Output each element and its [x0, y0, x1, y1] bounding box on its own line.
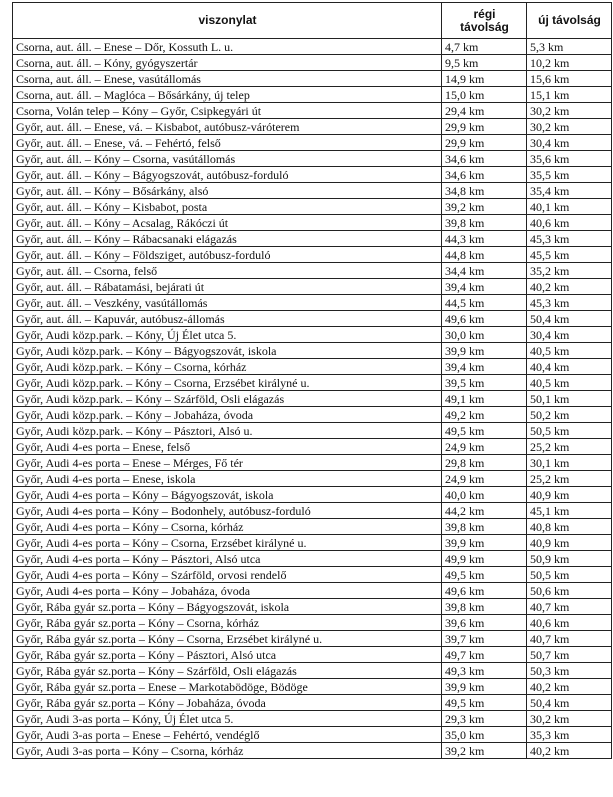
new-distance-cell: 40,7 km — [527, 599, 612, 615]
new-distance-cell: 10,2 km — [527, 55, 612, 71]
old-distance-cell: 49,2 km — [442, 407, 527, 423]
old-distance-cell: 24,9 km — [442, 439, 527, 455]
table-row — [13, 407, 612, 423]
route-cell: Győr, Audi 4-es porta – Enese, iskola — [13, 471, 442, 487]
route-cell: Győr, Audi közp.park. – Kóny – Csorna, Erzsébet királyné u. — [13, 375, 442, 391]
route-cell: Győr, aut. áll. – Rábatamási, bejárati út — [13, 279, 442, 295]
old-distance-cell: 39,6 km — [442, 615, 527, 631]
new-distance-cell: 15,1 km — [527, 87, 612, 103]
new-distance-cell: 40,7 km — [527, 631, 612, 647]
new-distance-cell: 35,4 km — [527, 183, 612, 199]
route-cell: Győr, aut. áll. – Kapuvár, autóbusz-állomás — [13, 311, 442, 327]
new-distance-cell: 40,2 km — [527, 279, 612, 295]
old-distance-cell: 29,3 km — [442, 711, 527, 727]
old-distance-cell: 39,5 km — [442, 375, 527, 391]
new-distance-cell: 30,1 km — [527, 455, 612, 471]
old-distance-cell: 44,3 km — [442, 231, 527, 247]
old-distance-column-header — [442, 3, 527, 39]
header-row — [13, 3, 612, 39]
route-cell: Csorna, aut. áll. – Kóny, gyógyszertár — [13, 55, 442, 71]
route-cell: Győr, Audi 4-es porta – Kóny – Csorna, Erzsébet királyné u. — [13, 535, 442, 551]
new-distance-cell: 40,5 km — [527, 375, 612, 391]
table-row — [13, 455, 612, 471]
new-distance-cell: 35,3 km — [527, 727, 612, 743]
new-distance-cell: 25,2 km — [527, 471, 612, 487]
old-distance-cell: 49,9 km — [442, 551, 527, 567]
table-row — [13, 119, 612, 135]
route-cell: Győr, Rába gyár sz.porta – Enese – Markotabödöge, Bödöge — [13, 679, 442, 695]
route-cell: Csorna, aut. áll. – Maglóca – Bősárkány, új telep — [13, 87, 442, 103]
table-row — [13, 663, 612, 679]
route-cell: Győr, aut. áll. – Kóny – Bősárkány, alsó — [13, 183, 442, 199]
route-cell: Győr, Audi 4-es porta – Kóny – Pásztori, Alsó utca — [13, 551, 442, 567]
table-row — [13, 567, 612, 583]
table-row — [13, 87, 612, 103]
route-cell: Győr, aut. áll. – Kóny – Acsalag, Rákóczi út — [13, 215, 442, 231]
new-distance-cell: 40,2 km — [527, 743, 612, 759]
new-distance-cell: 30,2 km — [527, 103, 612, 119]
old-distance-cell: 39,9 km — [442, 679, 527, 695]
route-cell: Győr, Audi 4-es porta – Kóny – Szárföld, orvosi rendelő — [13, 567, 442, 583]
old-distance-cell: 49,5 km — [442, 567, 527, 583]
route-cell: Győr, Audi 3-as porta – Kóny – Csorna, kórház — [13, 743, 442, 759]
table-row — [13, 727, 612, 743]
table-row — [13, 311, 612, 327]
table-row — [13, 551, 612, 567]
table-row — [13, 295, 612, 311]
table-header — [13, 3, 612, 39]
new-distance-cell: 50,5 km — [527, 423, 612, 439]
route-cell: Győr, aut. áll. – Enese, vá. – Kisbabot, autóbusz-váróterem — [13, 119, 442, 135]
route-cell: Győr, aut. áll. – Kóny – Csorna, vasútállomás — [13, 151, 442, 167]
route-cell: Győr, Audi közp.park. – Kóny – Jobaháza, óvoda — [13, 407, 442, 423]
table-row — [13, 327, 612, 343]
old-distance-cell: 49,6 km — [442, 583, 527, 599]
route-cell: Győr, Audi 4-es porta – Enese, felső — [13, 439, 442, 455]
route-cell: Győr, Audi 3-as porta – Enese – Fehértó, vendéglő — [13, 727, 442, 743]
old-distance-cell: 39,9 km — [442, 535, 527, 551]
table-row — [13, 231, 612, 247]
route-cell: Győr, aut. áll. – Kóny – Kisbabot, posta — [13, 199, 442, 215]
new-distance-cell: 5,3 km — [527, 39, 612, 55]
old-distance-cell: 30,0 km — [442, 327, 527, 343]
table-row — [13, 71, 612, 87]
old-distance-cell: 39,4 km — [442, 279, 527, 295]
route-cell: Győr, Audi 4-es porta – Kóny – Csorna, kórház — [13, 519, 442, 535]
table-row — [13, 503, 612, 519]
table-row — [13, 247, 612, 263]
route-cell: Győr, Rába gyár sz.porta – Kóny – Jobaháza, óvoda — [13, 695, 442, 711]
old-distance-cell: 44,5 km — [442, 295, 527, 311]
route-cell: Győr, Rába gyár sz.porta – Kóny – Csorna, Erzsébet királyné u. — [13, 631, 442, 647]
table-row — [13, 343, 612, 359]
table-row — [13, 423, 612, 439]
route-cell: Győr, Audi közp.park. – Kóny, Új Élet utca 5. — [13, 327, 442, 343]
route-cell: Győr, Audi 4-es porta – Kóny – Bodonhely, autóbusz-forduló — [13, 503, 442, 519]
route-column-header: viszonylat — [13, 3, 442, 39]
route-cell: Győr, Rába gyár sz.porta – Kóny – Pásztori, Alsó utca — [13, 647, 442, 663]
old-distance-header-line1: régi — [473, 6, 496, 21]
old-distance-cell: 49,5 km — [442, 423, 527, 439]
table-row — [13, 391, 612, 407]
route-cell: Győr, Audi 4-es porta – Kóny – Jobaháza, óvoda — [13, 583, 442, 599]
new-distance-cell: 40,9 km — [527, 535, 612, 551]
new-distance-cell: 30,4 km — [527, 135, 612, 151]
table-row — [13, 487, 612, 503]
old-distance-cell: 24,9 km — [442, 471, 527, 487]
old-distance-cell: 29,8 km — [442, 455, 527, 471]
route-cell: Csorna, aut. áll. – Enese – Dőr, Kossuth L. u. — [13, 39, 442, 55]
old-distance-cell: 49,1 km — [442, 391, 527, 407]
old-distance-cell: 39,2 km — [442, 199, 527, 215]
table-row — [13, 679, 612, 695]
old-distance-header-line2: távolság — [460, 19, 509, 34]
new-distance-cell: 15,6 km — [527, 71, 612, 87]
route-cell: Győr, Audi közp.park. – Kóny – Csorna, kórház — [13, 359, 442, 375]
table-row — [13, 199, 612, 215]
table-row — [13, 183, 612, 199]
table-row — [13, 359, 612, 375]
old-distance-cell: 4,7 km — [442, 39, 527, 55]
new-distance-cell: 45,1 km — [527, 503, 612, 519]
old-distance-cell: 39,7 km — [442, 631, 527, 647]
table-row — [13, 167, 612, 183]
old-distance-cell: 39,9 km — [442, 343, 527, 359]
old-distance-cell: 34,4 km — [442, 263, 527, 279]
table-row — [13, 263, 612, 279]
new-distance-cell: 30,2 km — [527, 711, 612, 727]
new-distance-cell: 35,2 km — [527, 263, 612, 279]
old-distance-cell: 39,2 km — [442, 743, 527, 759]
new-distance-column-header: új távolság — [527, 3, 612, 39]
table-row — [13, 631, 612, 647]
route-cell: Győr, Audi 4-es porta – Kóny – Bágyogszovát, iskola — [13, 487, 442, 503]
new-distance-cell: 50,4 km — [527, 695, 612, 711]
new-distance-cell: 40,9 km — [527, 487, 612, 503]
new-distance-cell: 50,1 km — [527, 391, 612, 407]
old-distance-cell: 34,8 km — [442, 183, 527, 199]
table-row — [13, 471, 612, 487]
new-distance-cell: 30,2 km — [527, 119, 612, 135]
route-cell: Győr, Rába gyár sz.porta – Kóny – Bágyogszovát, iskola — [13, 599, 442, 615]
old-distance-cell: 49,5 km — [442, 695, 527, 711]
table-row — [13, 151, 612, 167]
new-distance-cell: 40,2 km — [527, 679, 612, 695]
new-distance-cell: 40,1 km — [527, 199, 612, 215]
new-distance-cell: 50,2 km — [527, 407, 612, 423]
new-distance-cell: 25,2 km — [527, 439, 612, 455]
new-distance-cell: 50,9 km — [527, 551, 612, 567]
route-cell: Győr, Audi 4-es porta – Enese – Mérges, Fő tér — [13, 455, 442, 471]
table-row — [13, 39, 612, 55]
old-distance-cell: 49,6 km — [442, 311, 527, 327]
old-distance-cell: 39,8 km — [442, 599, 527, 615]
table-row — [13, 535, 612, 551]
old-distance-cell: 44,8 km — [442, 247, 527, 263]
new-distance-cell: 35,6 km — [527, 151, 612, 167]
table-row — [13, 615, 612, 631]
old-distance-cell: 39,8 km — [442, 519, 527, 535]
table-row — [13, 519, 612, 535]
new-distance-cell: 35,5 km — [527, 167, 612, 183]
route-cell: Győr, Audi közp.park. – Kóny – Bágyogszovát, iskola — [13, 343, 442, 359]
old-distance-cell: 35,0 km — [442, 727, 527, 743]
table-row — [13, 279, 612, 295]
table-row — [13, 135, 612, 151]
table-row — [13, 375, 612, 391]
old-distance-cell: 15,0 km — [442, 87, 527, 103]
new-distance-cell: 30,4 km — [527, 327, 612, 343]
new-distance-cell: 50,4 km — [527, 311, 612, 327]
route-cell: Győr, Audi közp.park. – Kóny – Szárföld, Osli elágazás — [13, 391, 442, 407]
new-distance-cell: 40,8 km — [527, 519, 612, 535]
table-row — [13, 711, 612, 727]
new-distance-cell: 50,3 km — [527, 663, 612, 679]
route-cell: Győr, aut. áll. – Enese, vá. – Fehértó, felső — [13, 135, 442, 151]
new-distance-cell: 50,5 km — [527, 567, 612, 583]
old-distance-cell: 9,5 km — [442, 55, 527, 71]
new-distance-cell: 40,6 km — [527, 615, 612, 631]
route-cell: Csorna, Volán telep – Kóny – Győr, Csipkegyári út — [13, 103, 442, 119]
old-distance-cell: 40,0 km — [442, 487, 527, 503]
old-distance-cell: 49,3 km — [442, 663, 527, 679]
old-distance-cell: 29,9 km — [442, 119, 527, 135]
table-row — [13, 439, 612, 455]
old-distance-cell: 34,6 km — [442, 167, 527, 183]
table-row — [13, 103, 612, 119]
new-distance-cell: 50,7 km — [527, 647, 612, 663]
new-distance-cell: 40,6 km — [527, 215, 612, 231]
route-cell: Győr, aut. áll. – Kóny – Rábacsanaki elágazás — [13, 231, 442, 247]
table-row — [13, 215, 612, 231]
distance-table — [12, 2, 612, 759]
route-cell: Csorna, aut. áll. – Enese, vasútállomás — [13, 71, 442, 87]
new-distance-cell: 45,5 km — [527, 247, 612, 263]
table-row — [13, 583, 612, 599]
table-row — [13, 743, 612, 759]
new-distance-cell: 45,3 km — [527, 231, 612, 247]
old-distance-cell: 29,4 km — [442, 103, 527, 119]
old-distance-cell: 29,9 km — [442, 135, 527, 151]
old-distance-cell: 44,2 km — [442, 503, 527, 519]
old-distance-cell: 39,8 km — [442, 215, 527, 231]
old-distance-cell: 39,4 km — [442, 359, 527, 375]
table-row — [13, 647, 612, 663]
table-body — [13, 39, 612, 759]
new-distance-cell: 40,4 km — [527, 359, 612, 375]
old-distance-cell: 34,6 km — [442, 151, 527, 167]
route-cell: Győr, aut. áll. – Csorna, felső — [13, 263, 442, 279]
new-distance-cell: 40,5 km — [527, 343, 612, 359]
old-distance-cell: 14,9 km — [442, 71, 527, 87]
new-distance-cell: 45,3 km — [527, 295, 612, 311]
route-cell: Győr, aut. áll. – Kóny – Földsziget, autóbusz-forduló — [13, 247, 442, 263]
route-cell: Győr, aut. áll. – Kóny – Bágyogszovát, autóbusz-forduló — [13, 167, 442, 183]
route-cell: Győr, Rába gyár sz.porta – Kóny – Szárföld, Osli elágazás — [13, 663, 442, 679]
old-distance-cell: 49,7 km — [442, 647, 527, 663]
route-cell: Győr, aut. áll. – Veszkény, vasútállomás — [13, 295, 442, 311]
route-cell: Győr, Rába gyár sz.porta – Kóny – Csorna, kórház — [13, 615, 442, 631]
route-cell: Győr, Audi 3-as porta – Kóny, Új Élet utca 5. — [13, 711, 442, 727]
route-cell: Győr, Audi közp.park. – Kóny – Pásztori, Alsó u. — [13, 423, 442, 439]
table-row — [13, 695, 612, 711]
new-distance-cell: 50,6 km — [527, 583, 612, 599]
table-row — [13, 55, 612, 71]
table-row — [13, 599, 612, 615]
